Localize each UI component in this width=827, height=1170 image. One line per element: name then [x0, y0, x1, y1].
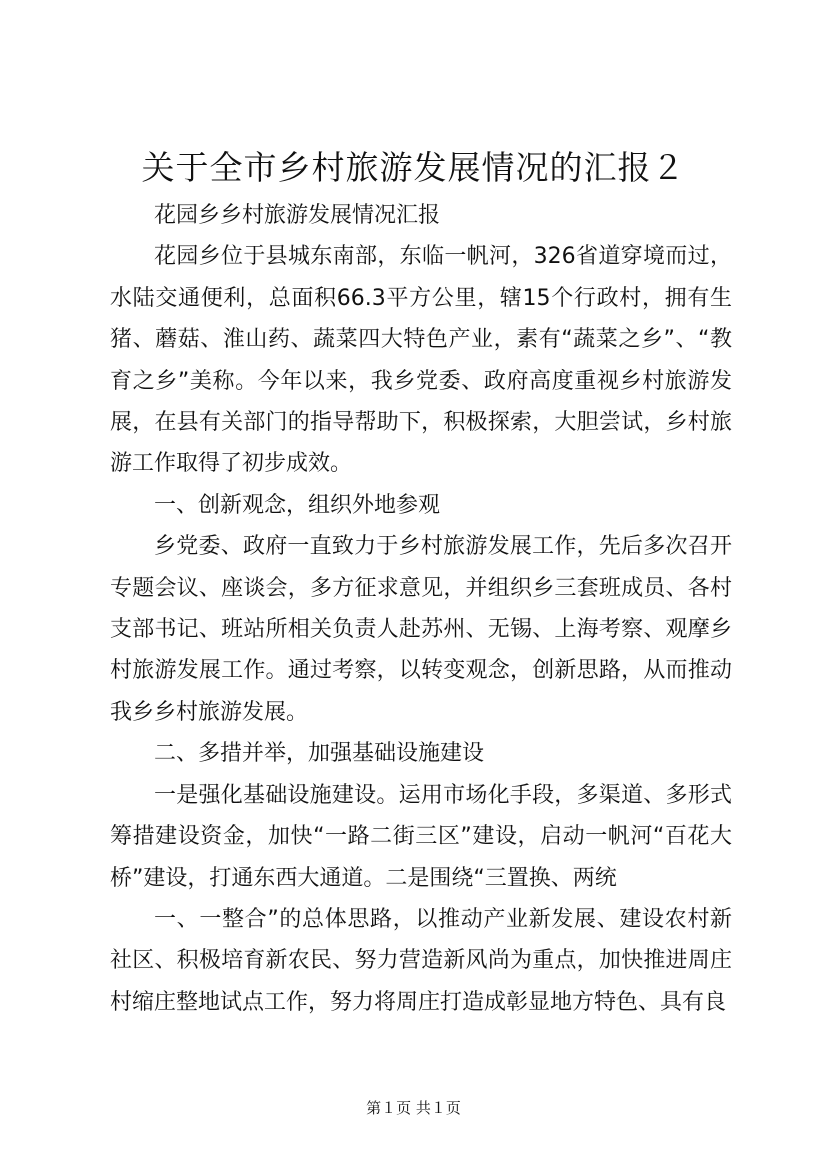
paragraph: 一、一整合”的总体思路，以推动产业新发展、建设农村新社区、积极培育新农民、努力营造新风尚为重点，加快推进周庄村缩庄整地试点工作，努力将周庄打造成彰显地方特色、具有良: [110, 906, 732, 1015]
paragraph: 一是强化基础设施建设。运用市场化手段，多渠道、多形式筹措建设资金，加快“一路二街三区”建设，启动一帆河“百花大桥”建设，打通东西大通道。二是围绕“三置换、两统: [110, 782, 732, 891]
section-heading: 二、多措并举，加强基础设施建设: [154, 741, 485, 767]
section-heading: 一、创新观念，组织外地参观: [154, 492, 441, 518]
document-title: 关于全市乡村旅游发展情况的汇报２: [141, 148, 686, 187]
page-footer: 第１页 共１页: [366, 1099, 461, 1117]
paragraph: 花园乡乡村旅游发展情况汇报: [154, 203, 441, 228]
document-body: [110, 195, 732, 1023]
paragraph: 乡党委、政府一直致力于乡村旅游发展工作，先后多次召开专题会议、座谈会，多方征求意见，并组织乡三套班成员、各村支部书记、班站所相关负责人赴苏州、无锡、上海考察、观摩乡村旅游发展工作。通过考察，以转变观念，创新思路，从而推动我乡乡村旅游发展。: [110, 534, 732, 725]
paragraph: 花园乡位于县城东南部，东临一帆河，326省道穿境而过，水陆交通便利，总面积66.3平方公里，辖15个行政村，拥有生猪、蘑菇、淮山药、蔬菜四大特色产业，素有“蔬菜之乡”、“教育之乡”美称。今年以来，我乡党委、政府高度重视乡村旅游发展，在县有关部门的指导帮助下，积极探索，大胆尝试，乡村旅游工作取得了初步成效。: [110, 244, 732, 477]
